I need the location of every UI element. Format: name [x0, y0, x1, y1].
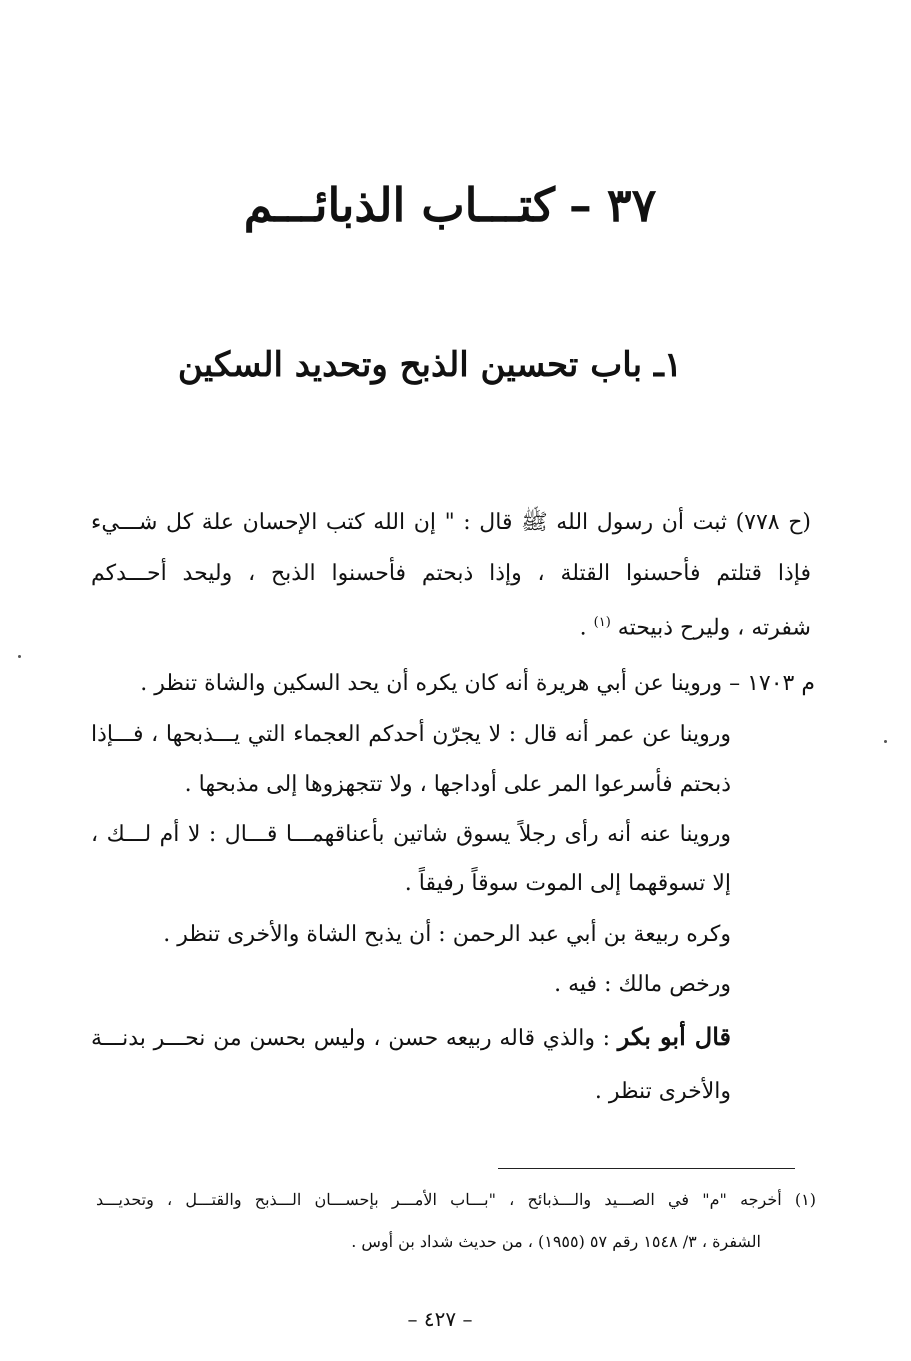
- chapter-heading: [150, 178, 750, 232]
- body-line-9: وكره ربيعة بن أبي عبد الرحمن : أن يذبح الشاة والأخرى تنظر .: [163, 922, 731, 947]
- body-line-3-end: .: [579, 615, 587, 641]
- body-line-5: وروينا عن عمر أنه قال : لا يجرّن أحدكم العجماء التي يـــذبحها ، فـــإذا: [91, 722, 731, 747]
- scan-speck: [884, 740, 887, 743]
- chapter-dash: –: [568, 178, 593, 232]
- footnote-line-2: الشفرة ، ٣/ ١٥٤٨ رقم ٥٧ (١٩٥٥) ، من حديث شداد بن أوس .: [351, 1232, 761, 1251]
- body-line-7: وروينا عنه أنه رأى رجلاً يسوق شاتين بأعناقهمـــا قـــال : لا أم لـــك ،: [91, 822, 731, 847]
- page-number: – ٤٢٧ –: [407, 1307, 473, 1331]
- footnote-divider: [498, 1168, 795, 1169]
- body-line-3-text: شفرته ، وليرح ذبيحته: [617, 615, 811, 641]
- footnote-reference: (١): [593, 615, 611, 630]
- body-line-10: ورخص مالك : فيه .: [554, 972, 731, 997]
- body-line-6: ذبحتم فأسرعوا المر على أوداجها ، ولا تتجهزوها إلى مذبحها .: [184, 772, 731, 797]
- line-11-lead: قال أبو بكر: [617, 1022, 732, 1051]
- scan-speck: [18, 655, 21, 658]
- body-line-4: م ١٧٠٣ – وروينا عن أبي هريرة أنه كان يكره أن يحد السكين والشاة تنظر .: [140, 671, 815, 696]
- body-line-12: والأخرى تنظر .: [594, 1079, 731, 1104]
- footnote-line-1: (١) أخرجه "م" في الصـــيد والـــذبائح ، "بـــاب الأمـــر بإحســـان الـــذبح والقتـــل ، وتحديـــد: [96, 1190, 816, 1209]
- body-line-11: [91, 1022, 731, 1054]
- chapter-title: كتـــاب الذبائـــم: [243, 178, 555, 232]
- body-line-1: (ح ٧٧٨) ثبت أن رسول الله ﷺ قال : " إن الله كتب الإحسان علة كل شـــيء: [91, 510, 812, 535]
- section-title: ١ـ باب تحسين الذبح وتحديد السكين: [177, 345, 683, 385]
- body-line-2: فإذا قتلتم فأحسنوا القتلة ، وإذا ذبحتم فأحسنوا الذبح ، وليحد أحـــدكم: [91, 561, 811, 586]
- line-11-rest: : والذي قاله ربيعه حسن ، وليس بحسن من نحـــر بدنـــة: [91, 1026, 611, 1051]
- body-line-8: إلا تسوقهما إلى الموت سوقاً رفيقاً .: [404, 871, 731, 896]
- body-line-3: [580, 608, 811, 643]
- chapter-number: ٣٧: [606, 178, 657, 232]
